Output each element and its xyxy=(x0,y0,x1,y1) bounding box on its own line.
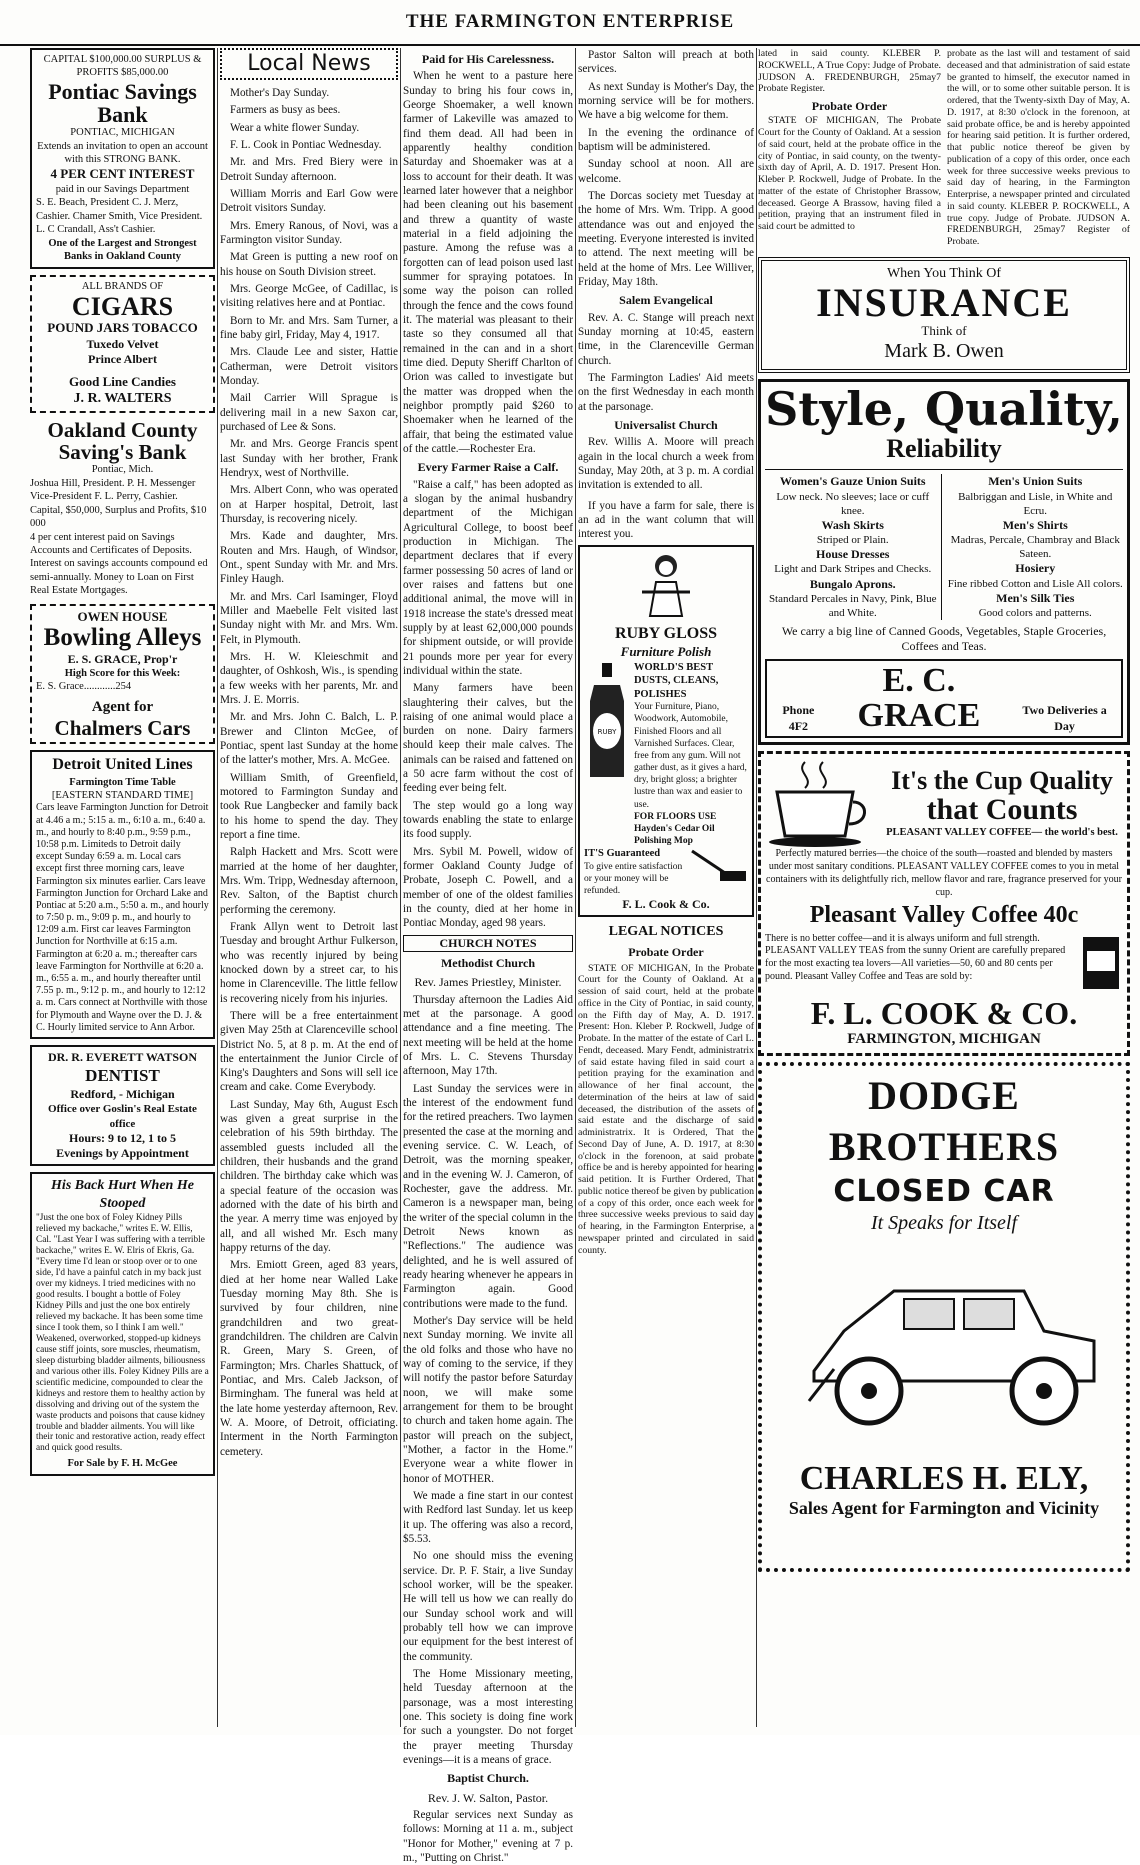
column-rule xyxy=(756,48,757,1727)
goods-item: Men's Shirts xyxy=(1002,517,1068,532)
church-paragraph: No one should miss the evening service. Dr. P. F. Stair, a live Sunday school worker, will be the speaker. He will tell us how we can really do our Sunday school work and will probably tell how we can improve our equipment for the best interest of the community. xyxy=(403,1550,573,1663)
goods-item: Balbriggan and Lisle, in White and Ecru. xyxy=(958,490,1113,517)
goods-item: Standard Percales in Navy, Pink, Blue and White. xyxy=(768,592,937,619)
cook-name: F. L. COOK & CO. xyxy=(810,994,1078,1031)
local-news-item: Ralph Hackett and Mrs. Scott were married at the home of her daughter, Mrs. Wm. Tripp, Wednesday afternoon, Rev. Salton, of the Baptist church performing the ceremony. xyxy=(220,846,398,916)
goods-item: Men's Union Suits xyxy=(988,474,1083,489)
local-news-item: Wear a white flower Sunday. xyxy=(230,121,360,134)
column-3 xyxy=(403,48,573,1864)
article-heading: Every Farmer Raise a Calf. xyxy=(417,460,559,475)
local-news-item: Mail Carrier Will Sprague is delivering mail in a new Saxon car, purchased of Lee & Sons. xyxy=(220,392,398,434)
du-standard: [EASTERN STANDARD TIME] xyxy=(51,789,194,801)
cigars-brand-2: Prince Albert xyxy=(88,352,157,367)
goods-item: Fine ribbed Cotton and Lisle All colors. xyxy=(947,577,1123,590)
goods-item: Wash Skirts xyxy=(821,517,884,532)
chalmers-agent: Agent for xyxy=(91,698,154,715)
grace-phone: Phone 4F2 xyxy=(782,703,815,733)
ruby-guarantee: IT'S Guaranteed xyxy=(584,848,661,860)
local-news-title: Local News xyxy=(220,48,398,80)
dodge-title: DODGE BROTHERS xyxy=(828,1073,1060,1170)
church-minister: Rev. James Priestley, Minister. xyxy=(414,975,562,990)
bank-interest: 4 PER CENT INTEREST xyxy=(50,166,195,182)
cook-location: FARMINGTON, MICHIGAN xyxy=(847,1031,1041,1048)
dentist-hours: Hours: 9 to 12, 1 to 5 xyxy=(69,1130,176,1145)
oakland-bank-ad xyxy=(30,419,215,597)
goods-item: Light and Dark Stripes and Checks. xyxy=(774,563,932,576)
church-paragraph: Pastor Salton will preach at both services. xyxy=(578,49,754,76)
probate-text: probate as the last will and testament of said deceased and that administration of said estate be granted to himself, the executor named in the will, or to some other suitable person. It is ordered, that the Twenty-sixth Day of May, A. D. 1917, at 8:30 o'clock in the forenoon, at said probate office, be and is hereby appointed for hearing said petition. It is further ordered, that public notice thereof be given by publication of a copy of this order, once each week for three successive weeks previous to said day of hearing, in the Farmington Enterprise, a newspaper printed and circulated in said county. KLEBER P. ROCKWELL, A true copy. Judge of Probate. JUDSON A. FREDENBURGH, 25may7 Register of Probate. xyxy=(947,48,1130,247)
cigars-top: ALL BRANDS OF xyxy=(81,280,164,292)
ruby-gloss-ad xyxy=(578,545,754,918)
oakland-bank-text: 4 per cent interest paid on Savings Accounts and Certificates of Deposits. Interest on savings accounts compound ed semi-annually. Money to Loan on First Real Estate Mortgages. xyxy=(30,531,208,597)
chalmers-title: Chalmers Cars xyxy=(54,716,191,740)
bank-invitation: Extends an invitation to open an account with this STRONG BANK. xyxy=(37,140,208,165)
church-paragraph: Sunday school at noon. All are welcome. xyxy=(578,158,754,185)
church-paragraph: The Farmington Ladies' Aid meets on the first Wednesday in each month at the parsonage. xyxy=(578,371,754,413)
grace-store-ad xyxy=(758,379,1130,745)
style-quality: Style, Quality, xyxy=(765,381,1123,436)
local-news-item: Mrs. Emiott Green, aged 83 years, died at her home near Walled Lake Tuesday morning May 8th. She is survived by four children, nine grandchildren and two great-grandchildren. The children are Calvin R. Green, Mary S. Green, of Farmington; Mrs. Charles Shattuck, of Pontiac, and Mrs. Caleb Jackson, of Birmingham. The funeral was held at the late home yesterday afternoon, Rev. W. A. Moore, of Detroit, officiating. Interment in the North Farmington cemetery. xyxy=(220,1259,398,1458)
bowling-ad xyxy=(30,604,215,744)
insurance-title: INSURANCE xyxy=(816,279,1072,325)
article-heading: Paid for His Carelessness. xyxy=(421,52,555,66)
church-paragraph: The Home Missionary meeting, held Tuesday afternoon at the parsonage, was a most interesting one. This society is doing fine work for such a youngster. Do not forget the prayer meeting Thursday evenings—it is a means of grace. xyxy=(403,1667,573,1766)
coffee-cup-icon xyxy=(765,758,875,848)
ruby-subtitle: Furniture Polish xyxy=(620,644,712,660)
church-minister: Rev. J. W. Salton, Pastor. xyxy=(427,1790,549,1805)
insurance-agent: Mark B. Owen xyxy=(884,340,1004,363)
local-news-item: Mrs. H. W. Kleieschmit and daughter, of Oshkosh, Wis., is spending a few weeks with her parents, Mr. and Mrs. J. E. Morris. xyxy=(220,650,398,706)
local-news-item: Mr. and Mrs. John C. Balch, L. P. Brewer and Clinton McGee, of Pontiac, spent last Sunday at the home of the latter's mother, Mrs. A. McGee. xyxy=(220,711,398,767)
du-subtitle: Farmington Time Table xyxy=(69,776,176,788)
goods-item: Good colors and patterns. xyxy=(978,606,1092,619)
ruby-dusts: DUSTS, CLEANS, POLISHES xyxy=(634,675,719,700)
kidney-pills-ad xyxy=(30,1172,215,1476)
probate-text: STATE OF MICHIGAN, The Probate Court for the County of Oakland. At a session of said court, held at the probate office in the city of Pontiac, in said county, on the twenty-sixth day of April, A. D. 1917. Present Hon. Kleber P. Rockwell, Judge of Probate. In the matter of the estate of Christopher Brassow, deceased. George A Brassow, having filed a petition, praying that an instrument filed in said court be admitted to xyxy=(758,115,941,233)
church-paragraph: In the evening the ordinance of baptism will be administered. xyxy=(578,126,754,153)
local-news-item: Mrs. George McGee, of Cadillac, is visiting relatives here and at Pontiac. xyxy=(220,283,398,310)
ely-subtitle: Sales Agent for Farmington and Vicinity xyxy=(788,1497,1100,1518)
detroit-united-ad xyxy=(30,750,215,1039)
article-paragraph: Many farmers have been slaughtering their calves, but the raising of one animal would place a burden on none. Dairy farmers should keep their male calves. The animals can be raised and fattened on a 50 acre farm without the cost of feeding ever being felt. xyxy=(403,682,573,795)
church-heading: Salem Evangelical xyxy=(619,293,713,308)
column-4 xyxy=(578,48,754,1727)
coffee-ad xyxy=(758,751,1130,1056)
article-paragraph: "Raise a calf," has been adopted as a slogan by the animal husbandry department of the Michigan Agricultural College, to boost beef production in Michigan. The department declares that if every farmer possessing 50 acres of land or over raises and fattens but one additional animal, the move will in 1918 increase the state's dressed meat supply by at least 62,000,000 pounds for shipment outside, or will provide 21 pounds more per year for every individual within the state. xyxy=(403,478,573,677)
goods-item: Madras, Percale, Chambray and Black Sateen. xyxy=(950,534,1120,561)
cigars-tobacco: POUND JARS TOBACCO xyxy=(47,320,198,336)
church-paragraph: As next Sunday is Mother's Day, the morning service will be for mothers. We have a big welcome for them. xyxy=(578,80,754,122)
ruby-guarantee-text: To give entire satisfaction or your money will be refunded. xyxy=(584,861,683,896)
goods-item: Hosiery xyxy=(1015,561,1056,576)
local-news-item: Last Sunday, May 6th, August Esch was given a great surprise in the celebration of his 59th birthday. The assembled guests included all the children, their husbands and the grand children. The birthday cake which was a special feature of the occasion was adorned with the date of his birth and the year. A merry time was enjoyed by all, and all wished Mr. Esch many happy returns of the day. xyxy=(220,1098,398,1255)
local-news-item: William Smith, of Greenfield, motored to Farmington Sunday and took Rue Langbecker and family back to his home to spend the day. They report a fine time. xyxy=(220,771,398,841)
coffee-world-best: PLEASANT VALLEY COFFEE— the world's best. xyxy=(886,826,1118,838)
column-2 xyxy=(220,48,398,1727)
du-title: Detroit United Lines xyxy=(52,756,193,774)
coffee-can-icon xyxy=(1079,933,1123,993)
dodge-ad xyxy=(758,1062,1130,1572)
svg-text:RUBY: RUBY xyxy=(597,727,617,736)
goods-item: Low neck. No sleeves; lace or cuff knee. xyxy=(776,490,930,517)
kidney-sale: For Sale by F. H. McGee xyxy=(67,1458,178,1470)
local-news-item: Frank Allyn went to Detroit last Tuesday and brought Arthur Fulkerson, who was recently injured by being knocked down by a street car, to his home in Clarenceville. The little fellow is recovering nicely from his injuries. xyxy=(220,920,398,1005)
cigars-ad xyxy=(30,275,215,414)
local-news-item: Mrs. Kade and daughter, Mrs. Routen and Mrs. Haugh, of Windsor, Ont., spent Sunday with Mr. and Mrs. Finley Haugh. xyxy=(220,530,398,586)
coffee-price: Pleasant Valley Coffee 40c xyxy=(809,902,1079,929)
local-news-item: Mrs. Claude Lee and sister, Hattie Catherman, were Detroit visitors Monday. xyxy=(220,346,398,388)
dentist-ad xyxy=(30,1045,215,1166)
church-notes-heading: CHURCH NOTES xyxy=(403,935,573,952)
grace-groceries: We carry a big line of Canned Goods, Vegetables, Staple Groceries, Coffees and Teas. xyxy=(781,624,1107,654)
mop-icon xyxy=(688,847,748,887)
article-paragraph: When he went to a pasture here Sunday to bring his four cows in, George Shoemaker, a well known farmer of Lakeville was amazed to find them dead. All had been in apparently healthy condition Saturday and Shoemaker was at a loss to account for their death. It was learned later however that a neighbor had been cleaning out his basement and threw a quantity of waste material in a field adjoining the pasture. Among the refuse was a forgotten can of lead poison used last summer for spraying potatoes. In some way the poison can rolled through the fence and the cows found it. The material was pleasant to their taste so they consumed all that remained in the can and in a short time died. Deputy Sheriff Charlton of Orion was called to investigate but the matter was dropped when the neighbor promptly paid $260 to Shoemaker when he learned of the affair, that being the estimated value of the cattle.—Rochester Era. xyxy=(403,70,573,455)
church-paragraph: The Dorcas society met Tuesday at the home of Mrs. Wm. Tripp. A good attendance was out and enjoyed the meeting. Everyone interested is invited to attend. The next meeting will be held at the home of Mrs. Lee Williver, Friday, May 18th. xyxy=(578,189,754,288)
church-paragraph: Last Sunday the services were in the interest of the endowment fund for the retired preachers. Two laymen presented the case at the morning and evening service. C. W. Leach, of Detroit, was the morning speaker, and in the evening W. J. Cameron, of Rochester, gave the address. Mr. Cameron is a newspaper man, being the writer of the special column in the Detroit News known as "Reflections." The audience was delighted, and he is well assured of ready hearing whenever he appears in Farmington again. Good contributions were made to the fund. xyxy=(403,1082,573,1310)
ruby-title: RUBY GLOSS xyxy=(614,624,718,642)
car-illustration-icon xyxy=(774,1251,1114,1441)
church-heading: Baptist Church. xyxy=(447,1771,529,1786)
kidney-text: "Just the one box of Foley Kidney Pills relieved my backache," writes E. W. Ellis, Cal. "Last Year I was suffering with a terrible backache," writes E. W. Elris of Ekris, Ga. "Every time I'd lean or stoop over or to one side, I'd have a painful catch in my back just over my kidneys. I tried medicines with no good results. I bought a bottle of Foley Kidney Pills and just the one box entirely relieved my backache. It has been some time since I took them, so I think I am well." Weakened, overworked, stopped-up kidneys cause stiff joints, sore muscles, rheumatism, sleep disturbing bladder ailments, biliousness and various other ills. Foley Kidney Pills are a scientific medicine, compounded to clear the kidneys and restore them to healthy action by dissolving and driving out of the system the waste products and poisons that cause kidney trouble and bladder ailments. You will like their tonic and restorative action, ready effect and quick good results. xyxy=(36,1213,209,1454)
dentist-name: DR. R. EVERETT WATSON xyxy=(47,1049,198,1064)
local-news-list xyxy=(220,86,398,1459)
oakland-bank-location: Pontiac, Mich. xyxy=(91,464,154,476)
local-news-item: Mr. and Mrs. George Francis spent last Sunday with her brother, Frank Hendryx, west of Northville. xyxy=(220,438,398,480)
column-1 xyxy=(30,48,215,1727)
bank-name: Pontiac Savings Bank xyxy=(48,78,197,127)
church-paragraph: Regular services next Sunday as follows: Morning at 11 a. m., subject "Honor for Mother," evening at 7 p. m., "Putting on Christ." xyxy=(403,1808,573,1864)
local-news-item: F. L. Cook in Pontiac Wednesday. xyxy=(230,139,382,152)
probate-text: STATE OF MICHIGAN, In the Probate Court for the County of Oakland. At a session of said court, held at the probate office in the City of Pontiac, in said county, on the Fifth day of May, A. D. 1917. Present: Hon. Kleber P. Rockwell, Judge of Probate. In the matter of the estate of Carl L. Fendt, deceased. Mary Fendt, administratrix of said estate having filed in said court a petition praying for the examination and allowance of her final account, the determination of the heirs at law of said deceased, the distribution of the assets of said estate and the discharge of said administratrix. It is Ordered, That the Second Day of June, A. D. 1917, at 8:30 o'clock in the forenoon, at said probate office be and is hereby appointed for hearing said petition. It is Further Ordered, That public notice thereof be given by publication of a copy of this order, once each week for three successive weeks previous to said day of hearing, in the Farmington Enterprise, a newspaper printed and circulated in said county. xyxy=(578,962,754,1256)
dentist-office: Office over Goslin's Real Estate office xyxy=(48,1103,197,1130)
ruby-dealer: F. L. Cook & Co. xyxy=(622,897,710,912)
dentist-title: DENTIST xyxy=(85,1066,160,1086)
ruby-best: WORLD'S BEST xyxy=(634,661,714,673)
local-news-item: There will be a free entertainment given May 25th at Clarenceville school District No. 5, at 8 p. m. At the end of the entertainment the Junior Circle of King's Daughters and Sons will sell ice cream and cake. Come Everybody. xyxy=(220,1009,398,1094)
womens-goods-list xyxy=(765,474,942,620)
woman-illustration-icon xyxy=(636,550,696,620)
church-paragraph: Rev. Willis A. Moore will preach again in the local church a week from Sunday, May 20th, at 3 p. m. A cordial invitation is extended to all. xyxy=(578,436,754,492)
dodge-slogan: It Speaks for Itself xyxy=(870,1212,1018,1235)
want-ad-note: If you have a farm for sale, there is an ad in the want column that will interest you. xyxy=(578,499,754,541)
polish-bottle-icon xyxy=(584,661,630,781)
church-paragraph: Thursday afternoon the Ladies Aid met at the parsonage. A good attendance and a fine meeting. The next meeting will be held at the home of Mrs. L. C. Stevens Thursday afternoon, May 17th. xyxy=(403,993,573,1078)
column-rule xyxy=(575,48,576,1727)
church-paragraph: Rev. A. C. Stange will preach next Sunday morning at 10:45, eastern time, in the Clarenceville German church. xyxy=(578,311,754,367)
owen-house: OWEN HOUSE xyxy=(77,608,168,624)
oakland-bank-name: Oakland County Saving's Bank xyxy=(47,418,198,465)
goods-item: Bungalo Aprons. xyxy=(809,576,896,591)
coffee-teas-text: There is no better coffee—and it is always uniform and full strength. PLEASANT VALLEY TEAS from the sunny Orient are carefully prepared for the most exacting tea lovers—All varieties—50, 60 and 80 cents per pound. Pleasant Valley Coffee and Teas are sold by: xyxy=(765,932,1066,982)
oakland-bank-capital: Capital, $50,000, Surplus and Profits, $10 000 xyxy=(30,504,207,530)
bank-savings: paid in our Savings Department xyxy=(55,184,190,195)
bank-capital: CAPITAL $100,000.00 SURPLUS & PROFITS $85,000.00 xyxy=(43,54,202,79)
bowling-proprietor: E. S. GRACE, Prop'r xyxy=(67,651,178,666)
church-heading: Universalist Church xyxy=(614,417,718,432)
local-news-item: William Morris and Earl Gow were Detroit visitors Sunday. xyxy=(220,188,398,215)
cigars-title: CIGARS xyxy=(71,292,174,322)
goods-item: Men's Silk Ties xyxy=(996,590,1075,605)
bank-location: PONTIAC, MICHIGAN xyxy=(70,127,175,139)
coffee-headline-1: It's the Cup Quality xyxy=(891,766,1113,796)
mens-goods-list xyxy=(948,474,1124,620)
insurance-ad xyxy=(758,257,1130,373)
bowling-score-entry: E. S. Grace............254 xyxy=(36,681,132,693)
church-heading: Methodist Church xyxy=(440,956,536,971)
column-rule xyxy=(400,48,401,1727)
coffee-headline-2: that Counts xyxy=(926,793,1078,827)
bowling-score-label: High Score for this Week: xyxy=(64,667,181,679)
local-news-item: Mrs. Albert Conn, who was operated on at Harper hospital, Detroit, last Thursday, is recovering nicely. xyxy=(220,484,398,526)
column-5 xyxy=(758,48,1130,1727)
cigars-owner: J. R. WALTERS xyxy=(73,391,172,407)
cigars-candies: Good Line Candies xyxy=(69,373,176,389)
insurance-when: When You Think Of xyxy=(886,265,1002,281)
column-rule xyxy=(217,48,218,1727)
bowling-title: Bowling Alleys xyxy=(43,624,202,652)
bank-tagline: One of the Largest and Strongest Banks in Oakland County xyxy=(48,237,197,263)
kidney-title: His Back Hurt When He Stooped xyxy=(51,1178,194,1212)
ruby-floors: FOR FLOORS USE Hayden's Cedar Oil Polishing Mop xyxy=(634,811,717,847)
dentist-evenings: Evenings by Appointment xyxy=(56,1145,189,1160)
ruby-text: Your Furniture, Piano, Woodwork, Automobile, Finished Floors and all Varnished Surfaces. Clear, free from any gum. Will not gather dust, as it gives a hard, dry, bright gloss; a brighter lustre than wax and easier to use. xyxy=(634,702,747,810)
probate-heading: Probate Order xyxy=(811,99,888,113)
probate-heading: Probate Order xyxy=(628,945,704,960)
local-news-item: Mr. and Mrs. Carl Isaminger, Floyd Miller and Maebelle Felt visited last Sunday night with Mr. and Mrs. Wm. Felt, in Plymouth. xyxy=(220,590,398,646)
coffee-text: Perfectly matured berries—the choice of the south—roasted and blended by masters under most sanitary conditions. PLEASANT VALLEY COFFEE comes to you in metal containers with its delightfully rich, mellow flavor and rare, fragrance preserved for your cup. xyxy=(766,848,1122,898)
local-news-item: Mrs. Emery Ranous, of Novi, was a Farmington visitor Sunday. xyxy=(220,219,398,247)
article-paragraph: Mrs. Sybil M. Powell, widow of former Oakland County Judge of Probate, Joseph C. Powell, and a member of one of the oldest families in the county, died at her home in Pontiac Monday, aged 98 years. xyxy=(403,845,573,930)
cigars-brand-1: Tuxedo Velvet xyxy=(86,336,159,351)
masthead: THE FARMINGTON ENTERPRISE xyxy=(0,0,1140,46)
reliability: Reliability xyxy=(886,433,1002,463)
dodge-closed-car: CLOSED CAR xyxy=(833,1173,1055,1209)
probate-signature: lated in said county. KLEBER P. ROCKWELL, A True Copy: Judge of Probate. JUDSON A. FREDENBURGH, 25may7 Probate Register. xyxy=(758,48,941,95)
goods-item: Striped or Plain. xyxy=(816,534,889,547)
local-news-item: Farmers as busy as bees. xyxy=(230,104,341,117)
church-paragraph: We made a fine start in our contest with Redford last Sunday. let us keep it up. The offering was also a record, $5.53. xyxy=(403,1489,573,1545)
local-news-item: Mat Green is putting a new roof on his house on South Division street. xyxy=(220,251,398,278)
goods-item: Women's Gauze Union Suits xyxy=(779,474,926,489)
dentist-location: Redford, - Michigan xyxy=(70,1087,175,1102)
insurance-think: Think of xyxy=(921,322,967,338)
local-news-item: Mr. and Mrs. Fred Biery were in Detroit Sunday afternoon. xyxy=(220,156,398,183)
grace-name: E. C. GRACE xyxy=(857,661,981,735)
local-news-item: Mother's Day Sunday. xyxy=(230,87,330,100)
oakland-bank-officers: Joshua Hill, President. P. H. Messenger Vice-President F. L. Perry, Cashier. xyxy=(30,477,196,503)
ely-name: CHARLES H. ELY, xyxy=(799,1459,1089,1497)
article-paragraph: The step would go a long way towards enabling the state to enlarge its food supply. xyxy=(403,799,573,841)
bank-officers: S. E. Beach, President C. J. Merz, Cashier. Chamer Smith, Vice President. L. C Crandall, Ass't Cashier. xyxy=(36,197,203,236)
local-news-item: Born to Mr. and Mrs. Sam Turner, a fine baby girl, Friday, May 4, 1917. xyxy=(220,314,398,342)
church-paragraph: Mother's Day service will be held next Sunday morning. We invite all the old folks and those who have no way of coming to the service, if they will notify the pastor before Saturday noon, we will make some arrangement for them to be brought to church and taken home again. The pastor will preach on the subject, "Mother, a factor in the Home." Everyone wear a white flower in honor of MOTHER. xyxy=(403,1315,573,1485)
pontiac-bank-ad xyxy=(30,48,215,269)
grace-deliveries: Two Deliveries a Day xyxy=(1022,703,1107,733)
legal-notices-heading: LEGAL NOTICES xyxy=(608,924,724,940)
du-timetable: Cars leave Farmington Junction for Detroit at 4.46 a m.; 5:15 a. m., 6:10 a. m., 6:40 a. m., and hourly to 8:40 p.m., 9:59 p.m., 10:58 p.m. Limiteds to Detroit daily except Sunday 6:59 a. m. Local cars except first three morning cars, leave Farmington six minutes earlier. Cars leave Farmington Junction for Orchard Lake and Pontiac at 5:20 a.m., 5:50 a. m., and hourly to 7:50 p. m., 9:09 p. m., and hourly to 12:09 a.m. First car leaves Farmington Junction for Northville at 6:15 a.m. Farmington at 6:20 a. m.; thereafter cars leave Farmington for Northville at 6:20 a. m., 6:55 a. m., and hourly thereafter until 7.55 p. m., 9:12 p. m., and hourly to 12:12 a. m. Cars connect at Northville with those for Plymouth and Wayne over the D. J. & C. Hourly limited service to Ann Arbor. xyxy=(36,802,209,1033)
goods-item: House Dresses xyxy=(816,547,890,562)
